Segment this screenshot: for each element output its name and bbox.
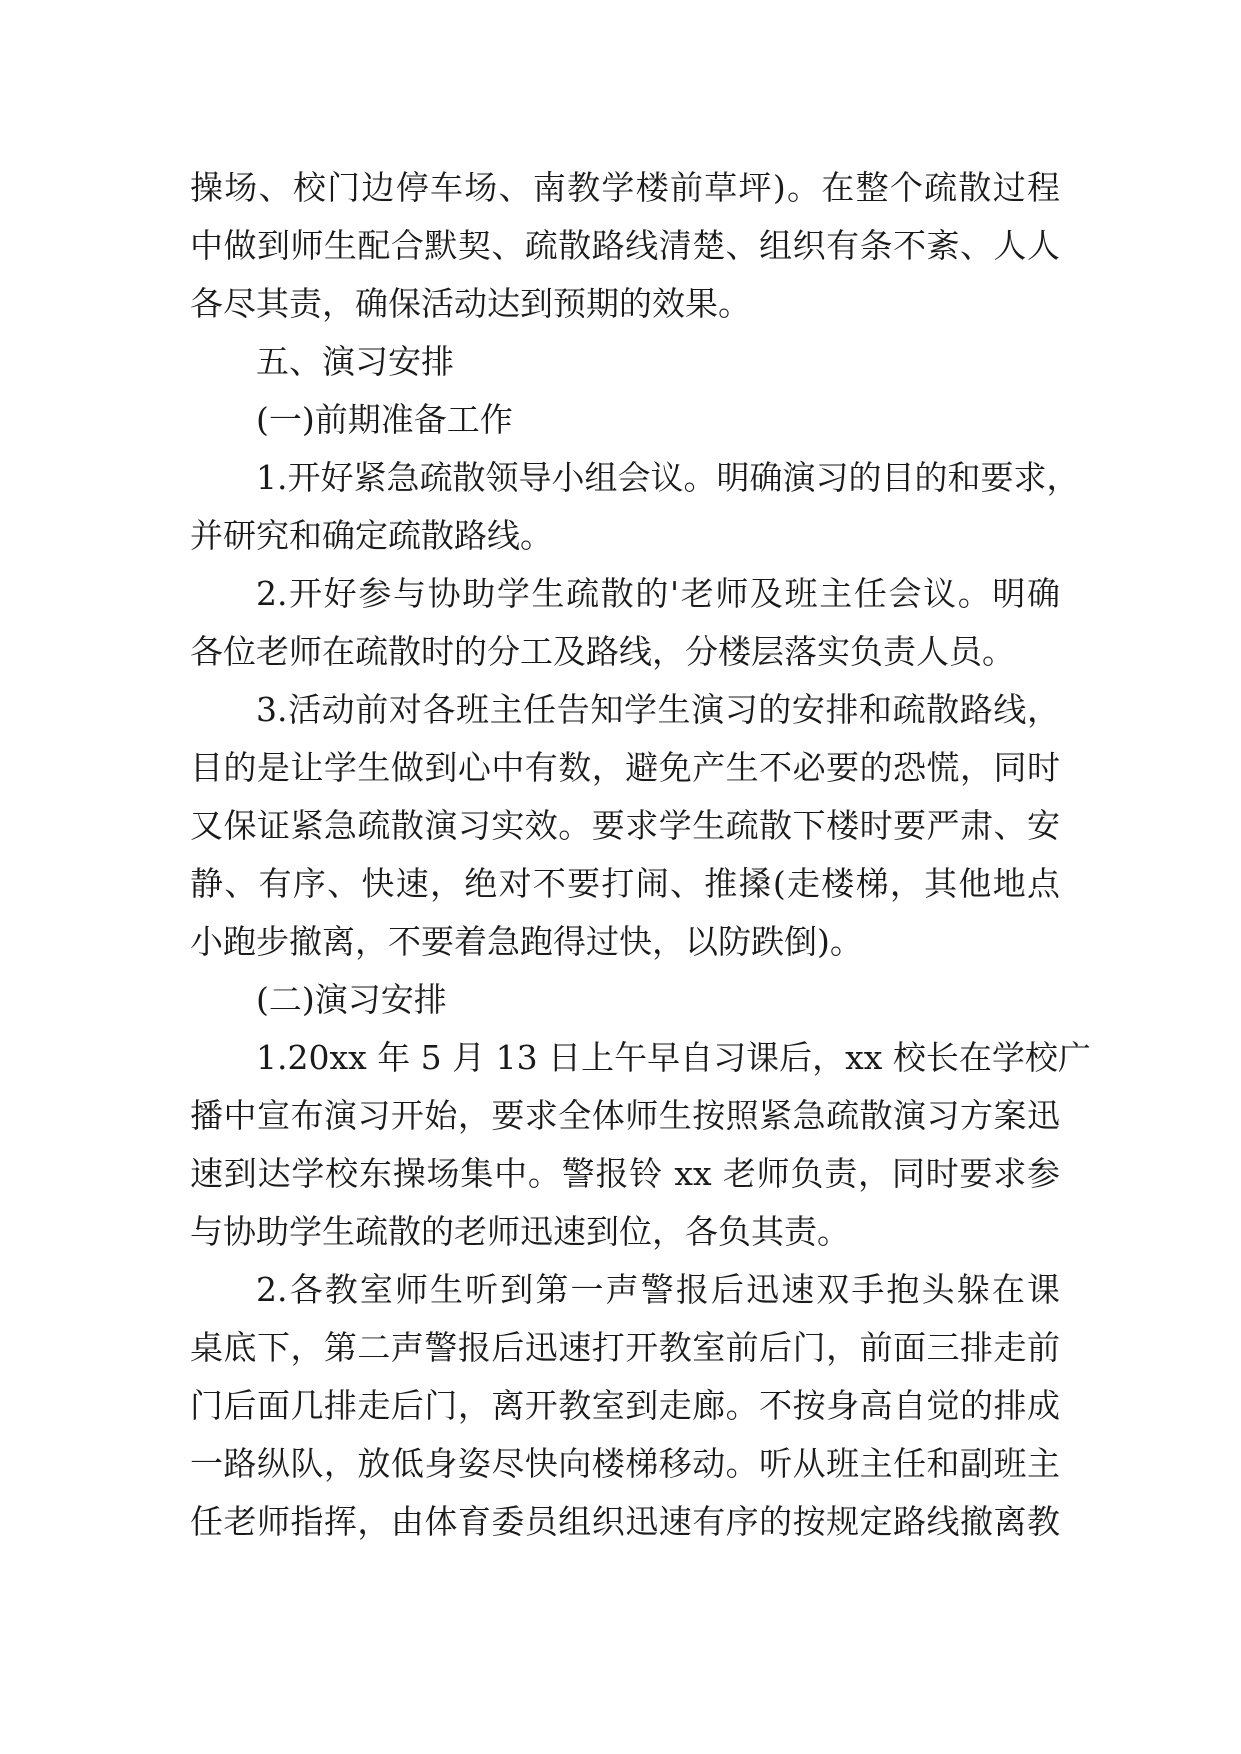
list-item-line: 2.各教室师生听到第一声警报后迅速双手抱头躲在课 — [256, 1270, 1060, 1309]
list-item-line: 3.活动前对各班主任告知学生演习的安排和疏散路线， — [256, 690, 1060, 729]
body-line: 速到达学校东操场集中。警报铃 xx 老师负责，同时要求参 — [190, 1154, 1060, 1193]
body-line: 各尽其责，确保活动达到预期的效果。 — [190, 284, 751, 323]
body-line: 小跑步撤离，不要着急跑得过快，以防跌倒)。 — [190, 922, 863, 961]
body-line: 播中宣布演习开始，要求全体师生按照紧急疏散演习方案迅 — [190, 1096, 1060, 1135]
body-line: 与协助学生疏散的老师迅速到位，各负其责。 — [190, 1212, 850, 1251]
body-line: 桌底下，第二声警报后迅速打开教室前后门，前面三排走前 — [190, 1328, 1060, 1367]
body-line: 各位老师在疏散时的分工及路线，分楼层落实负责人员。 — [190, 632, 1015, 671]
section-heading: 五、演习安排 — [256, 342, 454, 381]
body-line: 静、有序、快速，绝对不要打闹、推搡(走楼梯，其他地点 — [190, 864, 1060, 903]
body-line: 门后面几排走后门，离开教室到走廊。不按身高自觉的排成 — [190, 1386, 1060, 1425]
body-line: 操场、校门边停车场、南教学楼前草坪)。在整个疏散过程 — [190, 168, 1060, 207]
list-item-line: 1.20xx 年 5 月 13 日上午早自习课后，xx 校长在学校广 — [256, 1038, 1091, 1077]
body-line: 中做到师生配合默契、疏散路线清楚、组织有条不紊、人人 — [190, 226, 1060, 265]
body-line: 又保证紧急疏散演习实效。要求学生疏散下楼时要严肃、安 — [190, 806, 1060, 845]
body-line: 目的是让学生做到心中有数，避免产生不必要的恐慌，同时 — [190, 748, 1060, 787]
list-item-line: 2.开好参与协助学生疏散的'老师及班主任会议。明确 — [256, 574, 1060, 613]
list-item-line: 1.开好紧急疏散领导小组会议。明确演习的目的和要求， — [256, 458, 1080, 497]
document-body — [190, 159, 1091, 1551]
body-line: 并研究和确定疏散路线。 — [190, 516, 553, 555]
body-line: 一路纵队，放低身姿尽快向楼梯移动。听从班主任和副班主 — [190, 1444, 1060, 1483]
body-line: 任老师指挥，由体育委员组织迅速有序的按规定路线撤离教 — [190, 1502, 1060, 1541]
subsection-heading: (二)演习安排 — [256, 980, 447, 1019]
subsection-heading: (一)前期准备工作 — [256, 400, 513, 439]
